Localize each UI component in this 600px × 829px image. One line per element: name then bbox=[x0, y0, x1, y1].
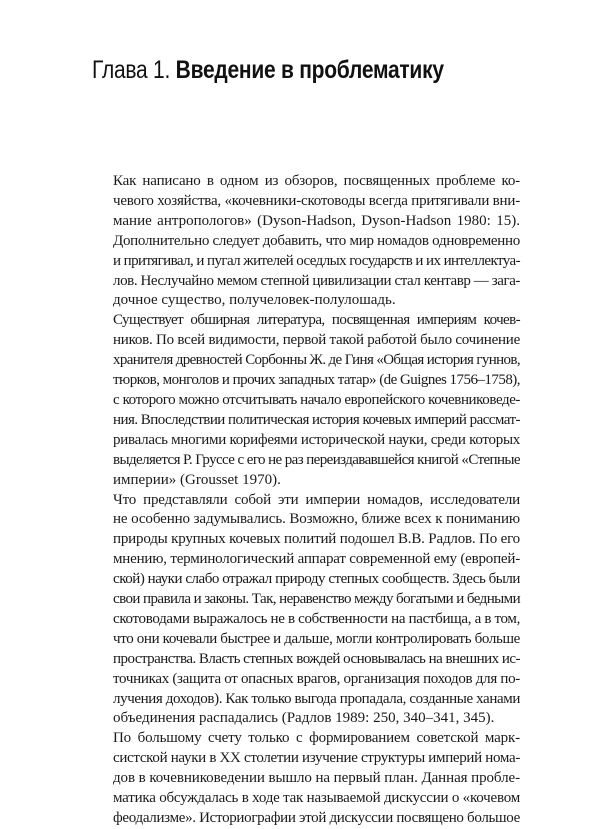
text-line: дочное существо, получеловек-полулошадь. bbox=[113, 292, 396, 309]
chapter-label: Глава 1. bbox=[92, 56, 171, 84]
text-line: систской науки в XX столетии изучение структуры империй нома- bbox=[113, 750, 521, 767]
text-line: Как написано в одном из обзоров, посвященных проблеме ко- bbox=[113, 173, 520, 189]
text-line: свои правила и законы. Так, неравенство между богатыми и бедными bbox=[113, 591, 521, 608]
text-line: мнению, терминологический аппарат современной ему (европей- bbox=[113, 551, 520, 568]
text-line: матика обсуждалась в ходе так называемой дискуссии о «кочевом bbox=[113, 790, 520, 807]
paragraph-4 bbox=[92, 729, 520, 829]
text-line: империи» (Grousset 1970). bbox=[113, 471, 281, 488]
text-line: Существует обширная литература, посвященная империям кочев- bbox=[113, 312, 520, 329]
text-line: лучения доходов). Как только выгода пропадала, созданные ханами bbox=[113, 690, 520, 707]
text-line: мание антропологов» (Dyson-Hadson, Dyson-Hadson 1980: 15). bbox=[113, 212, 520, 229]
text-line: Что представляли собой эти империи номадов, исследователи bbox=[113, 491, 520, 508]
text-line: тюрков, монголов и прочих западных татар» (de Guignes 1756–1758), bbox=[113, 372, 521, 389]
text-line: что они кочевали быстрее и дальше, могли контролировать больше bbox=[113, 630, 520, 647]
text-line: не особенно задумывались. Возможно, ближе всех к пониманию bbox=[113, 511, 520, 528]
text-line: ривалась многими корифеями исторической науки, среди которых bbox=[113, 431, 520, 448]
text-line: с которого можно отсчитывать начало европейского кочевниковеде- bbox=[113, 391, 521, 408]
text-line: природы крупных кочевых политий подошел В.В. Радлов. По его bbox=[113, 531, 520, 548]
text-line: чевого хозяйства, «кочевники-скотоводы всегда притягивали вни- bbox=[113, 192, 520, 209]
body-text bbox=[92, 172, 520, 829]
text-line: точниках (защита от опасных врагов, организация походов для по- bbox=[113, 670, 520, 687]
text-line: лов. Неслучайно мемом степной цивилизации стал кентавр — зага- bbox=[113, 272, 521, 289]
text-line: феодализме». Историографии этой дискуссии посвящено большое bbox=[113, 810, 520, 826]
chapter-title: Введение в проблематику bbox=[175, 56, 444, 84]
chapter-heading bbox=[92, 56, 487, 85]
paragraph-1 bbox=[92, 172, 520, 311]
text-line: ния. Впоследствии политическая история кочевых империй рассмат- bbox=[113, 411, 520, 428]
text-line: выделяется Р. Груссе с его не раз переиздававшейся книгой «Степные bbox=[113, 451, 520, 468]
text-line: хранителя древностей Сорбонны Ж. де Гиня «Общая история гуннов, bbox=[113, 352, 520, 369]
text-line: и притягивал, и пугал жителей оседлых государств и их интеллектуа- bbox=[113, 252, 520, 269]
text-line: По большому счету только с формированием советской марк- bbox=[113, 730, 520, 747]
paragraph-3 bbox=[92, 491, 520, 730]
text-line: пространства. Власть степных вождей основывалась на внешних ис- bbox=[113, 650, 520, 667]
text-line: ников. По всей видимости, первой такой работой было сочинение bbox=[113, 332, 520, 349]
text-line: Дополнительно следует добавить, что мир номадов одновременно bbox=[113, 232, 521, 249]
paragraph-2 bbox=[92, 311, 520, 490]
text-line: скотоводами выражалось не в собственности на пастбища, а в том, bbox=[113, 610, 521, 627]
text-line: ской) науки слабо отражал природу степных сообществ. Здесь были bbox=[113, 571, 520, 588]
text-line: объединения распадались (Радлов 1989: 250, 340–341, 345). bbox=[113, 710, 495, 727]
text-line: дов в кочевниковедении вышло на первый план. Данная пробле- bbox=[113, 770, 520, 787]
